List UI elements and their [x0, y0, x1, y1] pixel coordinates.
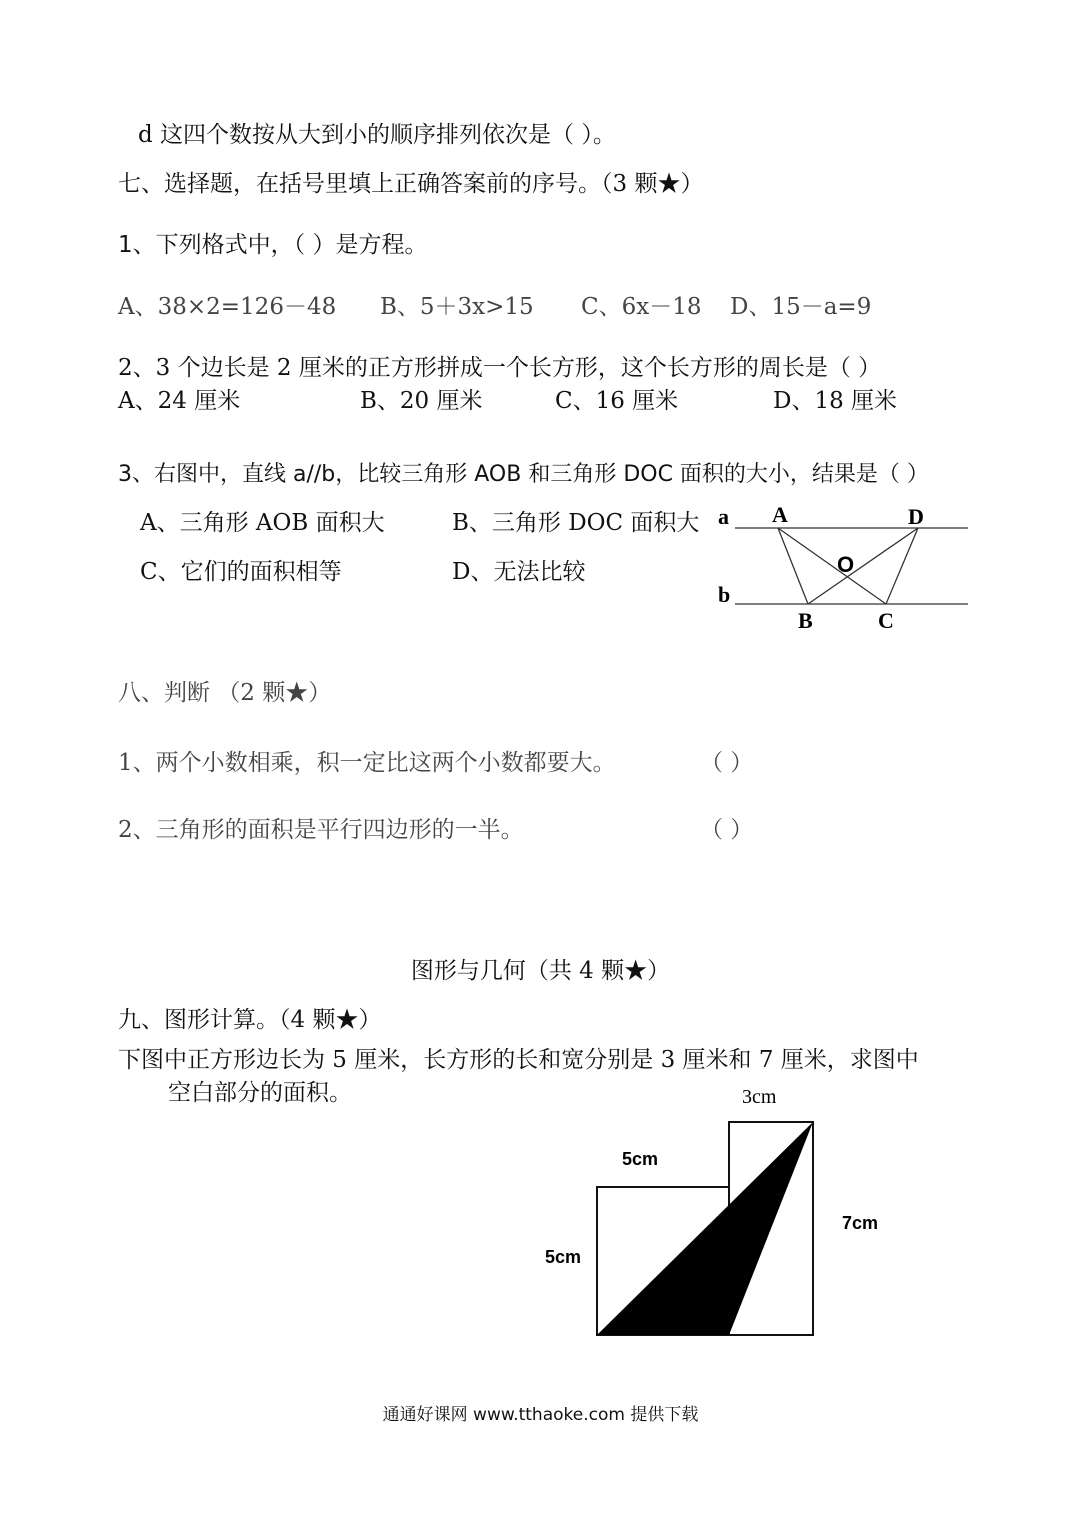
section7-heading: 七、选择题，在括号里填上正确答案前的序号。（3 颗★） — [118, 171, 704, 197]
label-line-b: b — [718, 582, 731, 607]
judge-item-2-bracket: （ ） — [700, 817, 754, 843]
judge-item-2-text: 2、三角形的面积是平行四边形的一半。 — [118, 817, 524, 843]
label-line-a: a — [718, 504, 729, 529]
geometry-section-title: 图形与几何（共 4 颗★） — [410, 958, 671, 984]
q2-option-a: A、24 厘米 — [118, 388, 241, 414]
parallel-lines-triangles-figure — [710, 495, 980, 640]
label-point-d: D — [908, 504, 924, 529]
q1-option-c: C、6x－18 — [581, 294, 702, 320]
q2-option-b: B、20 厘米 — [360, 388, 483, 414]
label-square-left-5cm: 5cm — [545, 1247, 582, 1267]
q2-stem: 2、3 个边长是 2 厘米的正方形拼成一个长方形，这个长方形的周长是（ ） — [118, 355, 882, 381]
label-point-a: A — [772, 502, 788, 527]
q1-option-b: B、5＋3x>15 — [380, 294, 534, 320]
section9-problem-line2: 空白部分的面积。 — [168, 1080, 352, 1106]
section9-heading: 九、图形计算。（4 颗★） — [118, 1007, 382, 1033]
q3-option-c: C、它们的面积相等 — [140, 559, 342, 585]
continued-question-line: d 这四个数按从大到小的顺序排列依次是（ ）。 — [138, 122, 616, 148]
label-3cm: 3cm — [742, 1086, 777, 1108]
q1-option-a: A、38×2=126－48 — [118, 294, 337, 320]
section8-heading: 八、判断 （2 颗★） — [118, 680, 332, 706]
q3-option-a: A、三角形 AOB 面积大 — [140, 510, 385, 536]
label-rect-7cm: 7cm — [842, 1213, 879, 1233]
label-square-top-5cm: 5cm — [622, 1149, 659, 1169]
q1-option-d: D、15－a=9 — [730, 294, 872, 320]
judge-item-1-bracket: （ ） — [700, 750, 754, 776]
q3-option-b: B、三角形 DOC 面积大 — [452, 510, 700, 536]
q2-option-d: D、18 厘米 — [773, 388, 898, 414]
label-point-c: C — [878, 608, 894, 633]
q1-stem: 1、下列格式中，（ ）是方程。 — [118, 232, 428, 258]
footer-source: 通通好课网 www.tthaoke.com 提供下载 — [382, 1405, 699, 1425]
q2-option-c: C、16 厘米 — [555, 388, 679, 414]
q3-option-d: D、无法比较 — [452, 559, 586, 585]
judge-item-1-text: 1、两个小数相乘，积一定比这两个小数都要大。 — [118, 750, 616, 776]
square-rectangle-figure — [530, 1075, 910, 1350]
label-point-o: O — [837, 552, 855, 577]
label-point-b: B — [798, 608, 813, 633]
section9-problem-line1: 下图中正方形边长为 5 厘米，长方形的长和宽分别是 3 厘米和 7 厘米，求图中 — [118, 1047, 919, 1073]
q3-stem: 3、右图中，直线 a//b，比较三角形 AOB 和三角形 DOC 面积的大小，结果是（ ） — [118, 462, 929, 487]
